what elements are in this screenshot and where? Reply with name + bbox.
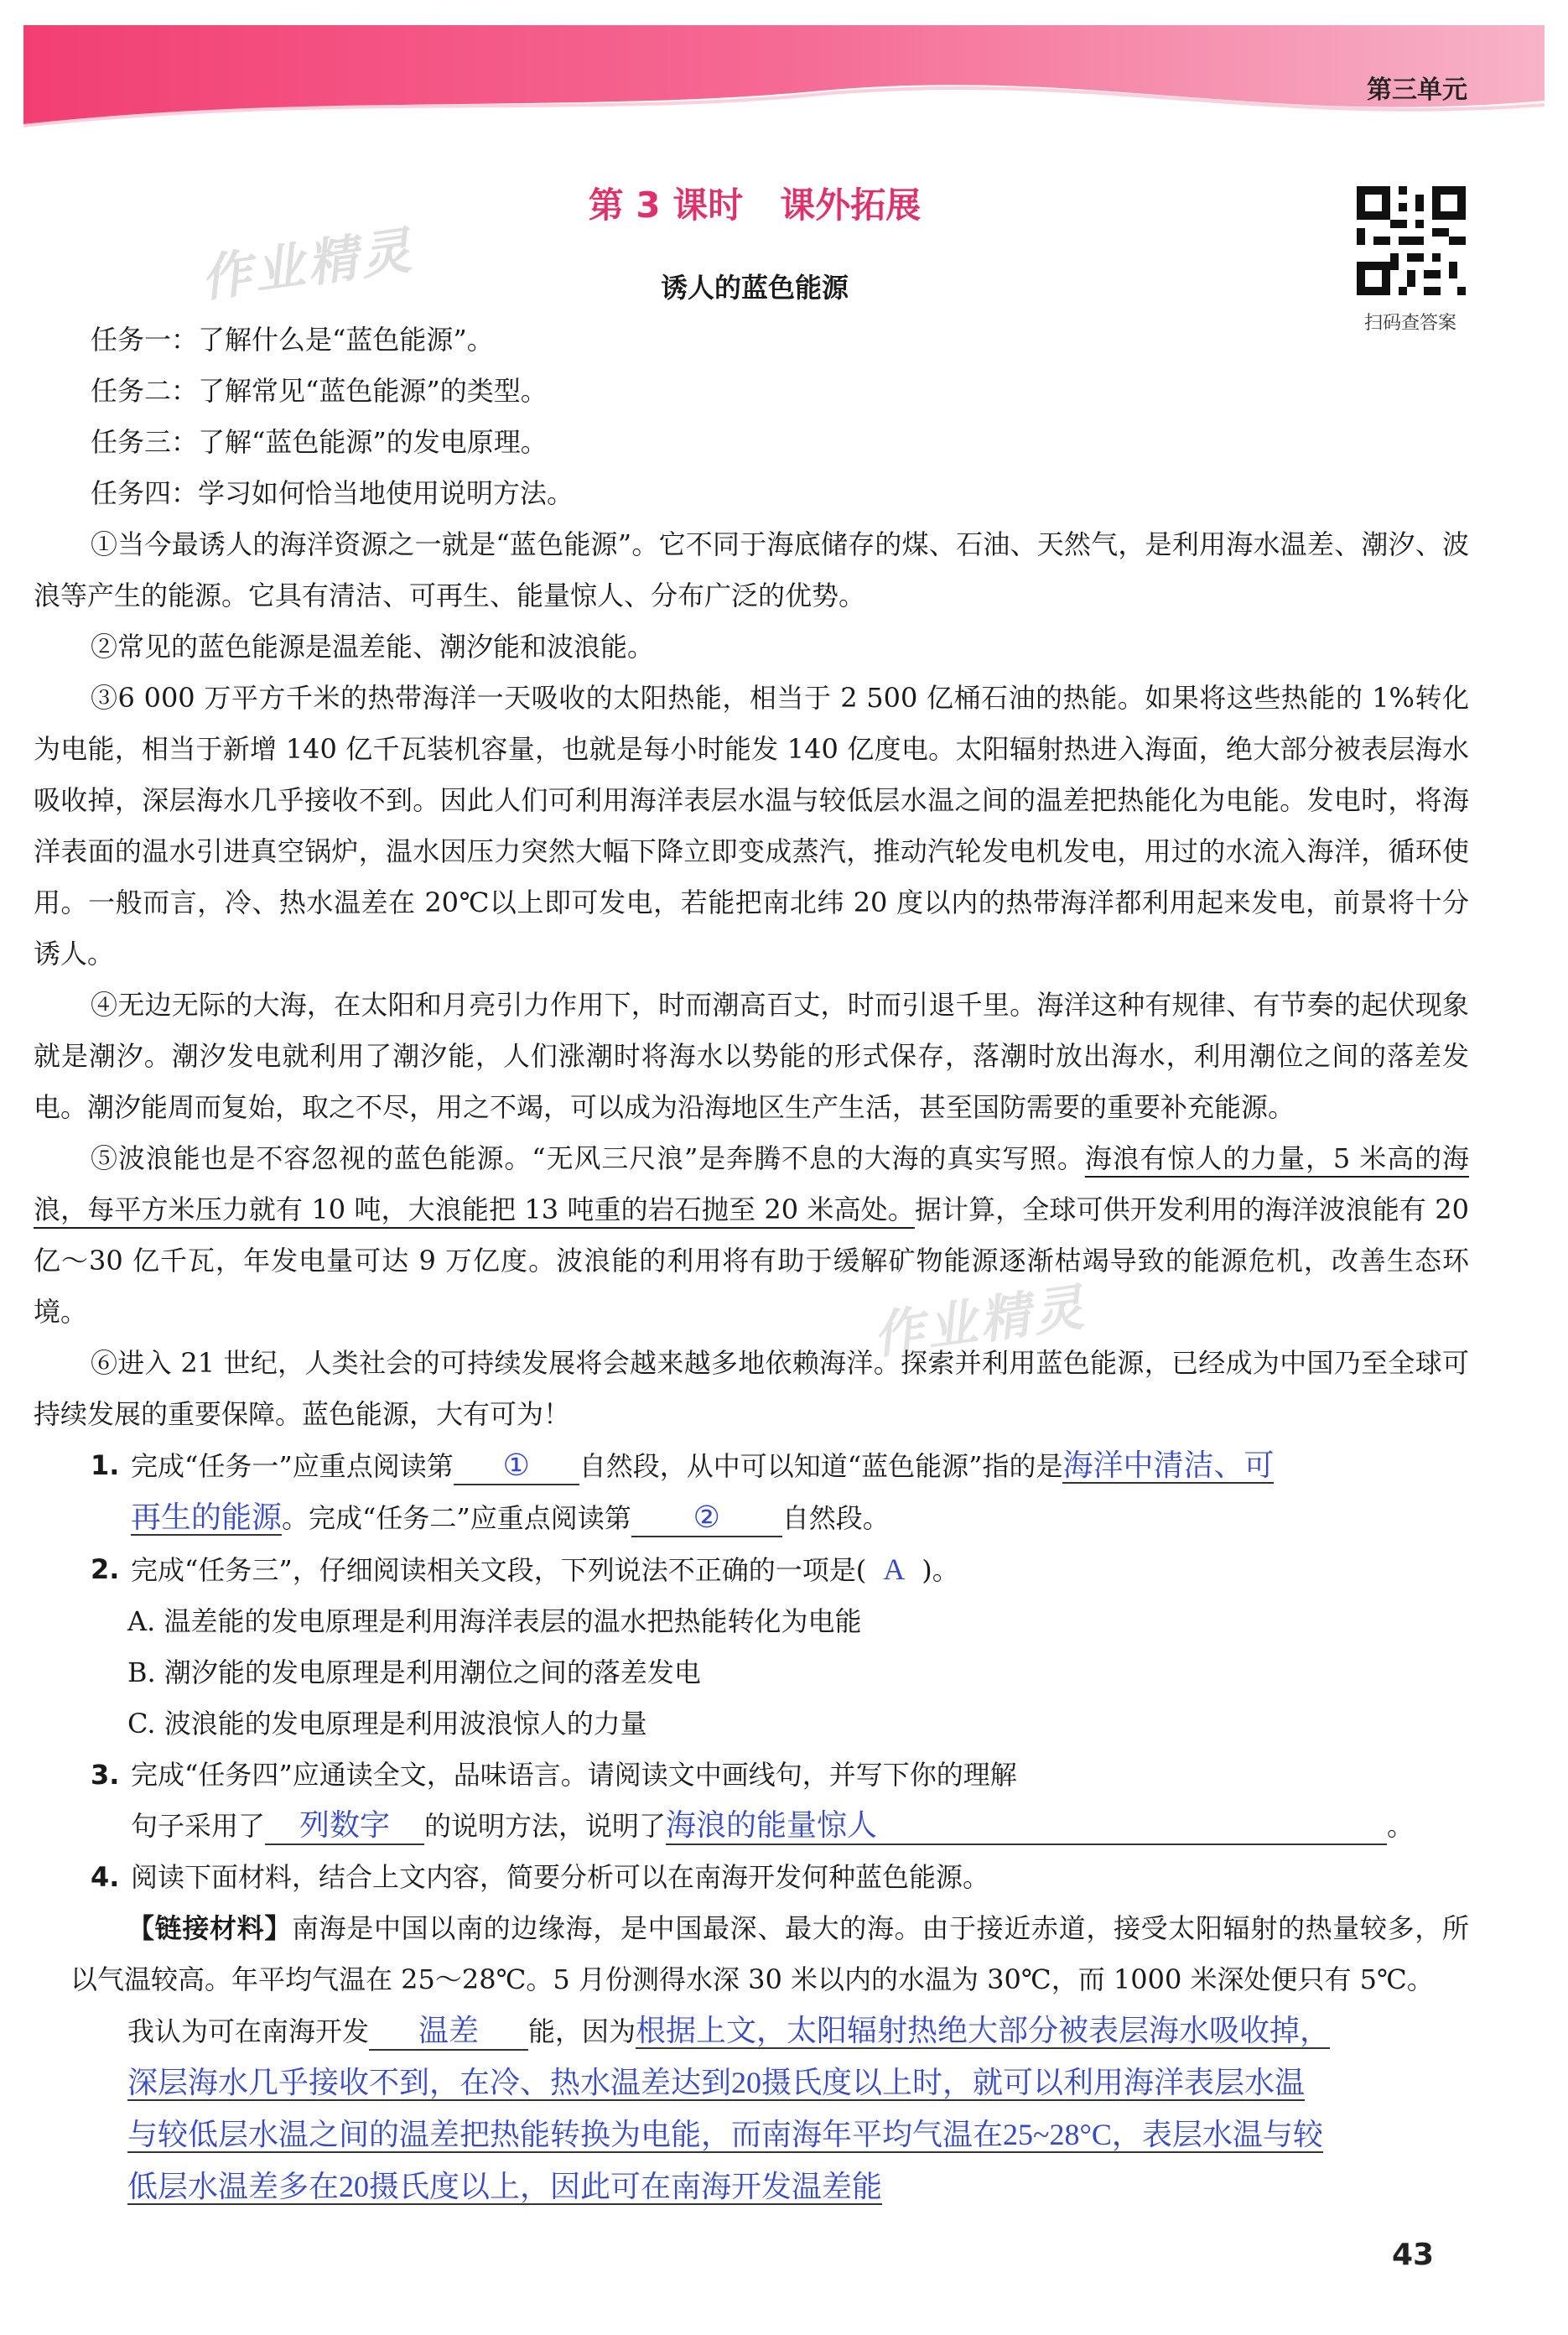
article-content <box>34 315 1469 2213</box>
answer-blank[interactable]: 海洋中清洁、可 <box>1062 1448 1275 1482</box>
watermark: 作业精灵 <box>197 221 418 309</box>
answer-paragraph <box>34 2005 1469 2213</box>
answer-line[interactable]: 低层水温差多在20摄氏度以上，因此可在南海开发温差能 <box>127 2170 883 2203</box>
question-text: 我认为可在南海开发 <box>127 2015 370 2047</box>
answer-blank[interactable]: ① <box>454 1447 579 1485</box>
question-text: 自然段，从中可以知道“蓝色能源”指的是 <box>579 1450 1063 1482</box>
linked-material <box>34 1903 1469 2005</box>
answer-line[interactable]: 与较低层水温之间的温差把热能转换为电能，而南海年平均气温在25~28°C，表层水温与较 <box>127 2118 1323 2151</box>
question-text: 。 <box>1387 1810 1415 1842</box>
watermark: 作业精灵 <box>870 1277 1091 1366</box>
question-text: 完成“任务三”，仔细阅读相关文段，下列说法不正确的一项是( <box>131 1554 867 1586</box>
unit-label: 第三单元 <box>1367 75 1467 105</box>
question-text: 阅读下面材料，结合上文内容，简要分析可以在南海开发何种蓝色能源。 <box>131 1861 990 1893</box>
option-a: A. 温差能的发电原理是利用海洋表层的温水把热能转化为电能 <box>127 1605 862 1637</box>
task-line: 任务二：了解常见“蓝色能源”的类型。 <box>91 375 548 407</box>
question-text: )。 <box>922 1554 959 1586</box>
question-number: 3. <box>91 1759 120 1791</box>
question-text: 能，因为 <box>528 2015 636 2047</box>
question-text: 句子采用了 <box>131 1810 266 1842</box>
question-4 <box>34 1852 1469 1903</box>
option-b: B. 潮汐能的发电原理是利用潮位之间的落差发电 <box>127 1656 701 1688</box>
question-text: 自然段。 <box>781 1502 890 1534</box>
page-number: 43 <box>1392 2238 1435 2272</box>
question-number: 1. <box>91 1449 120 1481</box>
paragraph-5 <box>34 1133 1469 1338</box>
choice-answer[interactable]: A <box>883 1552 906 1586</box>
question-1 <box>34 1440 1469 1544</box>
paragraph-6: ⑥进入 21 世纪，人类社会的可持续发展将会越来越多地依赖海洋。探索并利用蓝色能源，已经成为中国乃至全球可持续发展的重要保障。蓝色能源，大有可为！ <box>34 1347 1469 1430</box>
answer-blank[interactable]: 海浪的能量惊人 <box>666 1807 1387 1845</box>
question-number: 4. <box>91 1861 120 1893</box>
answer-blank[interactable]: ② <box>631 1499 782 1537</box>
task-line: 任务三：了解“蓝色能源”的发电原理。 <box>91 426 548 458</box>
paragraph-4: ④无边无际的大海，在太阳和月亮引力作用下，时而潮高百丈，时而引退千里。海洋这种有规律、有节奏的起伏现象就是潮汐。潮汐发电就利用了潮汐能，人们涨潮时将海水以势能的形式保存，落潮时放出海水，利用潮位之间的落差发电。潮汐能周而复始，取之不尽，用之不竭，可以成为沿海地区生产生活，甚至国防需要的重要补充能源。 <box>34 989 1469 1123</box>
answer-line[interactable]: 深层海水几乎接收不到，在冷、热水温差达到20摄氏度以上时，就可以利用海洋表层水温 <box>127 2066 1306 2099</box>
paragraph-5-text: 据计算，全球可供开发利用的海洋波浪能有 20 亿～30 亿千瓦，年发电量可达 9 万亿度。波浪能的利用将有助于缓解矿物能源逐渐枯竭导致的能源危机，改善生态环境。 <box>34 1194 1469 1328</box>
paragraph-1: ①当今最诱人的海洋资源之一就是“蓝色能源”。它不同于海底储存的煤、石油、天然气，是利用海水温差、潮汐、波浪等产生的能源。它具有清洁、可再生、能量惊人、分布广泛的优势。 <box>34 528 1469 611</box>
paragraph-5-text: ⑤波浪能也是不容忽视的蓝色能源。“无风三尺浪”是奔腾不息的大海的真实写照。 <box>91 1142 1085 1174</box>
answer-blank[interactable]: 列数字 <box>265 1807 424 1845</box>
question-text: 。完成“任务二”应重点阅读第 <box>282 1502 631 1534</box>
underlined-sentence: 海浪有惊人的力量，5 米高的海浪，每平方米压力就有 10 吨，大浪能把 13 吨重的岩石抛至 20 米高处。 <box>34 1142 1469 1225</box>
question-text: 完成“任务四”应通读全文，品味语言。请阅读文中画线句，并写下你的理解 <box>131 1759 1017 1791</box>
header-band <box>0 0 1568 134</box>
question-text: 完成“任务一”应重点阅读第 <box>131 1450 454 1482</box>
article-title: 诱人的蓝色能源 <box>660 272 849 304</box>
paragraph-3: ③6 000 万平方千米的热带海洋一天吸收的太阳热能，相当于 2 500 亿桶石油的热能。如果将这些热能的 1%转化为电能，相当于新增 140 亿千瓦装机容量，也就是每小时能发 140 亿度电。太阳辐射热进入海面，绝大部分被表层海水吸收掉，深层海水几乎接收不到。因此人们可利用海洋表层水温与较低层水温之间的温差把热能化为电能。发电时，将海洋表面的温水引进真空锅炉，温水因压力突然大幅下降立即变成蒸汽，推动汽轮发电机发电，用过的水流入海洋，循环使用。一般而言，冷、热水温差在 20℃以上即可发电，若能把南北纬 20 度以内的热带海洋都利用起来发电，前景将十分诱人。 <box>34 682 1469 970</box>
material-text: 南海是中国以南的边缘海，是中国最深、最大的海。由于接近赤道，接受太阳辐射的热量较多，所以气温较高。年平均气温在 25～28℃。5 月份测得水深 30 米以内的水温为 30℃，而 1000 米深处便只有 5℃。 <box>70 1912 1469 1995</box>
question-number: 2. <box>91 1553 120 1585</box>
lesson-title <box>0 178 1509 228</box>
answer-blank[interactable]: 温差 <box>369 2012 528 2051</box>
task-line: 任务一：了解什么是“蓝色能源”。 <box>91 324 494 356</box>
question-3 <box>34 1750 1469 1852</box>
answer-blank[interactable]: 再生的能源 <box>131 1500 283 1534</box>
paragraph-2: ②常见的蓝色能源是温差能、潮汐能和波浪能。 <box>91 631 655 663</box>
lesson-name: 课外拓展 <box>780 185 922 226</box>
question-2 <box>34 1544 1469 1596</box>
answer-line[interactable]: 根据上文，太阳辐射热绝大部分被表层海水吸收掉， <box>636 2014 1331 2047</box>
lesson-number: 第 3 课时 <box>588 185 744 226</box>
qr-caption: 扫码查答案 <box>1363 313 1456 334</box>
question-text: 的说明方法，说明了 <box>424 1810 667 1842</box>
material-label: 【链接材料】 <box>127 1912 292 1944</box>
task-line: 任务四：学习如何恰当地使用说明方法。 <box>91 477 574 509</box>
option-c: C. 波浪能的发电原理是利用波浪惊人的力量 <box>127 1708 647 1740</box>
